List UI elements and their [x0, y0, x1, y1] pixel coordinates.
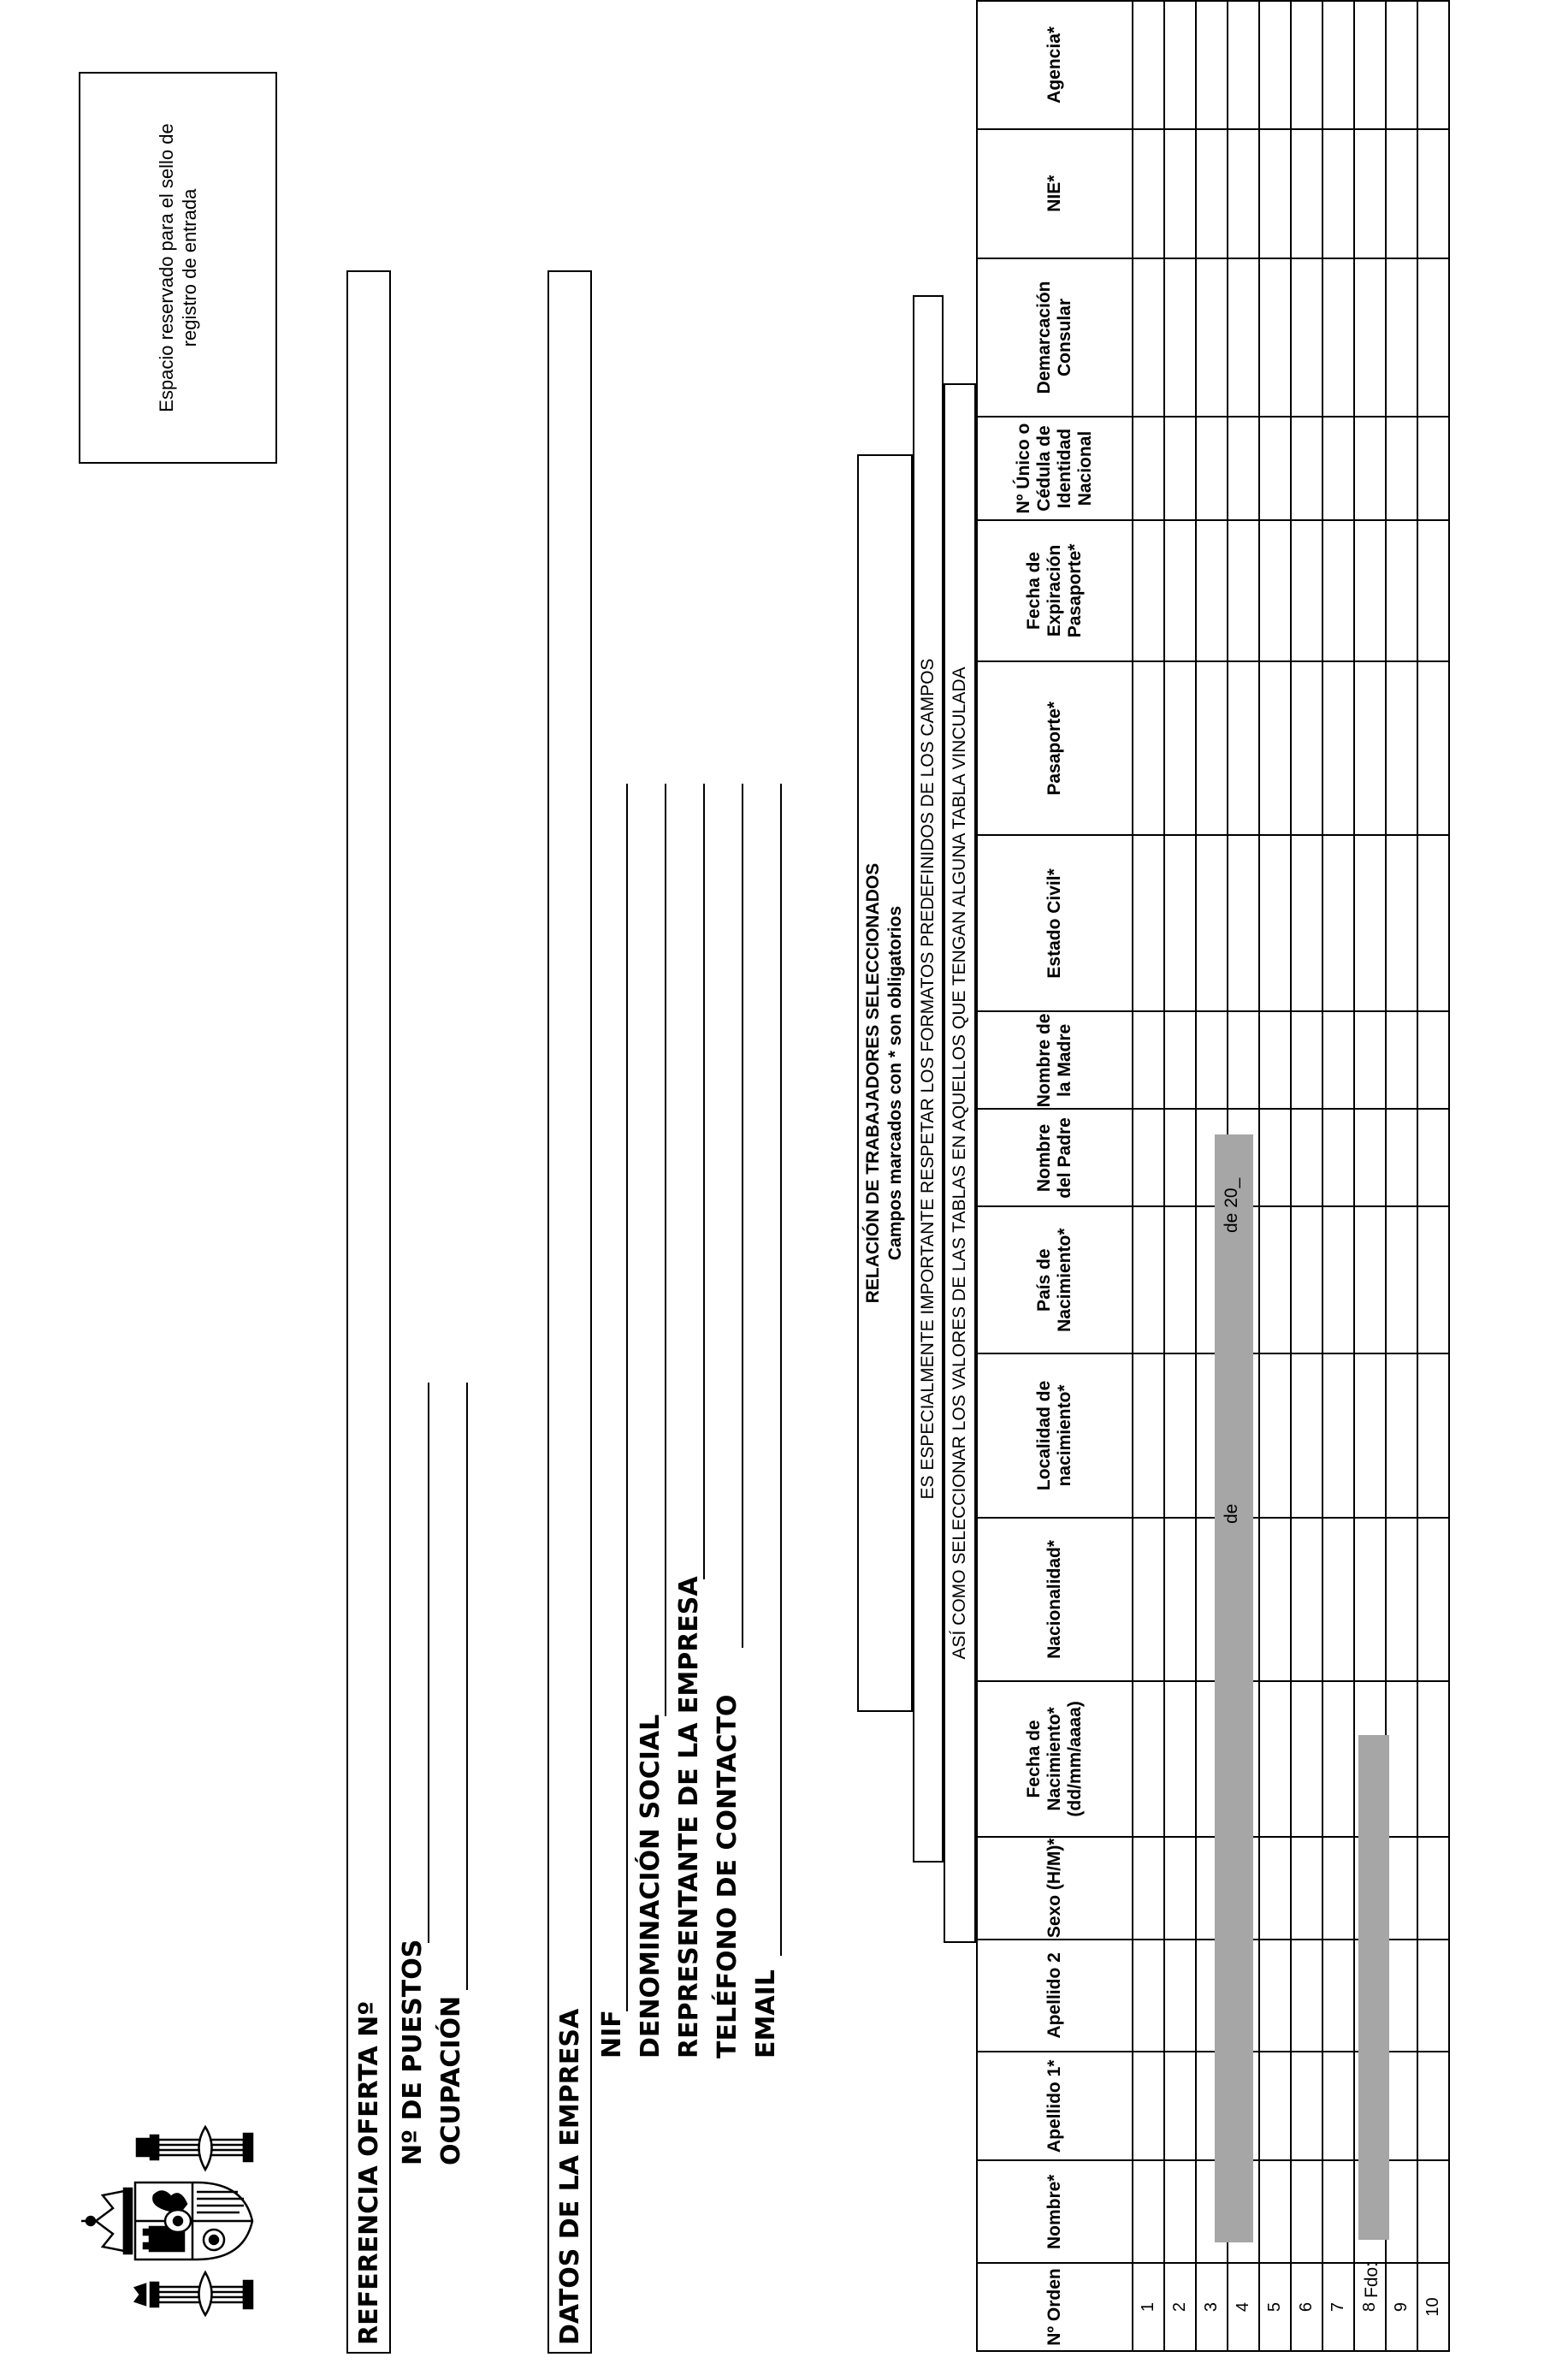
table-cell[interactable]	[1386, 258, 1417, 418]
table-cell[interactable]	[1291, 1011, 1322, 1109]
table-cell[interactable]	[1133, 1207, 1164, 1353]
table-cell[interactable]	[1164, 1109, 1196, 1206]
email-label: EMAIL	[751, 1969, 781, 2058]
occupation-label: OCUPACIÓN	[436, 1995, 466, 2165]
stamp-text: Espacio reservado para el sello de registro de entrada	[155, 123, 200, 412]
workers-relation-title-box	[857, 454, 913, 1712]
table-cell[interactable]	[1196, 1, 1228, 129]
table-cell[interactable]	[1386, 417, 1417, 519]
table-cell[interactable]	[1354, 1353, 1386, 1518]
table-cell[interactable]	[1133, 1837, 1164, 1940]
table-cell[interactable]	[1417, 1837, 1449, 1940]
table-cell[interactable]	[1259, 2052, 1291, 2160]
table-cell[interactable]	[1133, 2160, 1164, 2263]
column-header: Fecha de Expiración Pasaporte*	[977, 520, 1133, 661]
table-cell[interactable]	[1386, 1518, 1417, 1681]
table-cell[interactable]	[1386, 1353, 1417, 1518]
table-cell[interactable]	[1133, 1353, 1164, 1518]
company-name-field[interactable]	[665, 784, 666, 1716]
table-cell[interactable]	[1228, 1, 1259, 129]
row-number: 9	[1386, 2263, 1417, 2351]
column-header: Localidad de nacimiento*	[977, 1353, 1133, 1518]
table-cell[interactable]	[1196, 661, 1228, 835]
coat-of-arms-logo	[77, 2093, 265, 2349]
row-number: 4	[1228, 2263, 1259, 2351]
table-cell[interactable]	[1386, 129, 1417, 258]
table-cell[interactable]	[1291, 1353, 1322, 1518]
table-cell[interactable]	[1354, 258, 1386, 418]
table-cell[interactable]	[1354, 417, 1386, 519]
column-header: Estado Civil*	[977, 836, 1133, 1012]
table-cell[interactable]	[1259, 2160, 1291, 2263]
row-number: 2	[1164, 2263, 1196, 2351]
table-cell[interactable]	[1133, 520, 1164, 661]
table-cell[interactable]	[1196, 836, 1228, 1012]
table-row	[1164, 1, 1196, 2351]
table-cell[interactable]	[1164, 1940, 1196, 2052]
occupation-field[interactable]	[466, 1383, 468, 1990]
table-cell[interactable]	[1322, 661, 1354, 835]
table-cell[interactable]	[1354, 1207, 1386, 1353]
table-cell[interactable]	[1417, 1, 1449, 129]
column-header: Apellido 1*	[977, 2052, 1133, 2160]
table-cell[interactable]	[1322, 1, 1354, 129]
table-cell[interactable]	[1322, 520, 1354, 661]
workers-relation-title: RELACIÓN DE TRABAJADORES SELECCIONADOS	[863, 862, 883, 1304]
table-values-notice: ASÍ COMO SELECCIONAR LOS VALORES DE LAS TABLAS EN AQUELLOS QUE TENGAN ALGUNA TABLA VINCULADA	[944, 383, 976, 1943]
row-number: 1	[1133, 2263, 1164, 2351]
row-number: 10	[1417, 2263, 1449, 2351]
row-number: 6	[1291, 2263, 1322, 2351]
format-notice: ES ESPECIALMENTE IMPORTANTE RESPETAR LOS FORMATOS PREDEFINIDOS DE LOS CAMPOS	[913, 295, 944, 1863]
company-data-box	[547, 270, 592, 2354]
column-header: Sexo (H/M)*	[977, 1837, 1133, 1940]
representative-field[interactable]	[703, 784, 705, 1579]
row-number: 3	[1196, 2263, 1228, 2351]
table-cell[interactable]	[1259, 1207, 1291, 1353]
table-cell[interactable]	[1322, 836, 1354, 1012]
table-cell[interactable]	[1133, 1681, 1164, 1837]
column-header: Nombre de la Madre	[977, 1011, 1133, 1109]
representative-label: REPRESENTANTE DE LA EMPRESA	[674, 1576, 704, 2058]
date-field[interactable]	[1215, 1134, 1253, 2242]
table-cell[interactable]	[1386, 1940, 1417, 2052]
table-cell[interactable]	[1291, 1207, 1322, 1353]
table-cell[interactable]	[1133, 836, 1164, 1012]
table-cell[interactable]	[1259, 1, 1291, 129]
table-cell[interactable]	[1322, 1353, 1354, 1518]
table-cell[interactable]	[1228, 661, 1259, 835]
table-cell[interactable]	[1259, 417, 1291, 519]
table-cell[interactable]	[1133, 1011, 1164, 1109]
table-cell[interactable]	[1133, 1, 1164, 129]
table-cell[interactable]	[1164, 1, 1196, 129]
table-cell[interactable]	[1164, 1207, 1196, 1353]
table-cell[interactable]	[1386, 1207, 1417, 1353]
table-cell[interactable]	[1322, 129, 1354, 258]
table-cell[interactable]	[1354, 661, 1386, 835]
table-cell[interactable]	[1164, 661, 1196, 835]
nif-field[interactable]	[626, 784, 628, 2011]
table-cell[interactable]	[1291, 1837, 1322, 1940]
table-cell[interactable]	[1259, 1353, 1291, 1518]
table-cell[interactable]	[1164, 2160, 1196, 2263]
signature-field[interactable]	[1358, 1735, 1389, 2240]
table-cell[interactable]	[1291, 2052, 1322, 2160]
table-cell[interactable]	[1291, 1109, 1322, 1206]
table-cell[interactable]	[1133, 1940, 1164, 2052]
row-number: 8	[1354, 2263, 1386, 2351]
column-header: NIE*	[977, 129, 1133, 258]
table-cell[interactable]	[1291, 1518, 1322, 1681]
table-cell[interactable]	[1133, 1109, 1164, 1206]
table-cell[interactable]	[1417, 258, 1449, 418]
table-cell[interactable]	[1291, 129, 1322, 258]
table-cell[interactable]	[1417, 1681, 1449, 1837]
table-cell[interactable]	[1322, 1518, 1354, 1681]
table-cell[interactable]	[1133, 2052, 1164, 2160]
column-header: Apellido 2	[977, 1940, 1133, 2052]
table-cell[interactable]	[1291, 836, 1322, 1012]
table-cell[interactable]	[1417, 2160, 1449, 2263]
table-cell[interactable]	[1354, 520, 1386, 661]
table-cell[interactable]	[1386, 836, 1417, 1012]
table-cell[interactable]	[1133, 258, 1164, 418]
email-field[interactable]	[780, 784, 782, 1956]
table-header-row	[977, 1, 1133, 2351]
table-cell[interactable]	[1259, 836, 1291, 1012]
stamp-box	[79, 72, 277, 464]
table-cell[interactable]	[1259, 1837, 1291, 1940]
table-cell[interactable]	[1417, 2052, 1449, 2160]
table-cell[interactable]	[1386, 1681, 1417, 1837]
column-header: Agencia*	[977, 1, 1133, 129]
table-cell[interactable]	[1196, 129, 1228, 258]
table-cell[interactable]	[1417, 836, 1449, 1012]
table-cell[interactable]	[1259, 1518, 1291, 1681]
positions-label: Nº DE PUESTOS	[398, 1939, 428, 2165]
table-cell[interactable]	[1228, 417, 1259, 519]
table-cell[interactable]	[1291, 520, 1322, 661]
table-cell[interactable]	[1259, 661, 1291, 835]
table-cell[interactable]	[1417, 661, 1449, 835]
table-cell[interactable]	[1291, 661, 1322, 835]
table-cell[interactable]	[1259, 1940, 1291, 2052]
table-cell[interactable]	[1354, 1011, 1386, 1109]
table-cell[interactable]	[1386, 1109, 1417, 1206]
table-cell[interactable]	[1133, 417, 1164, 519]
table-cell[interactable]	[1196, 1011, 1228, 1109]
table-cell[interactable]	[1164, 1518, 1196, 1681]
table-cell[interactable]	[1228, 129, 1259, 258]
table-cell[interactable]	[1196, 520, 1228, 661]
table-cell[interactable]	[1417, 1109, 1449, 1206]
column-header: Demarcación Consular	[977, 258, 1133, 418]
table-row	[1259, 1, 1291, 2351]
signature-label: Fdo:	[1362, 2261, 1382, 2298]
table-cell[interactable]	[1291, 1, 1322, 129]
table-cell[interactable]	[1354, 1, 1386, 129]
column-header: Pasaporte*	[977, 661, 1133, 835]
table-cell[interactable]	[1228, 258, 1259, 418]
column-header: Nº Orden	[977, 2263, 1133, 2351]
table-cell[interactable]	[1386, 661, 1417, 835]
table-cell[interactable]	[1417, 520, 1449, 661]
table-cell[interactable]	[1354, 1109, 1386, 1206]
column-header: Fecha de Nacimiento* (dd/mm/aaaa)	[977, 1681, 1133, 1837]
table-cell[interactable]	[1291, 2160, 1322, 2263]
table-cell[interactable]	[1164, 1011, 1196, 1109]
table-cell[interactable]	[1133, 129, 1164, 258]
table-cell[interactable]	[1322, 258, 1354, 418]
table-cell[interactable]	[1133, 1518, 1164, 1681]
offer-reference-field[interactable]	[346, 270, 391, 2354]
table-cell[interactable]	[1164, 2052, 1196, 2160]
column-header: País de Nacimiento*	[977, 1207, 1133, 1353]
table-cell[interactable]	[1417, 1207, 1449, 1353]
table-cell[interactable]	[1196, 417, 1228, 519]
table-cell[interactable]	[1417, 1518, 1449, 1681]
table-cell[interactable]	[1259, 1011, 1291, 1109]
table-cell[interactable]	[1386, 1837, 1417, 1940]
offer-reference-label: REFERENCIA OFERTA Nº	[354, 2000, 384, 2345]
table-cell[interactable]	[1228, 520, 1259, 661]
table-cell[interactable]	[1164, 129, 1196, 258]
table-cell[interactable]	[1291, 258, 1322, 418]
company-name-label: DENOMINACIÓN SOCIAL	[636, 1714, 666, 2058]
company-data-title: DATOS DE LA EMPRESA	[555, 2008, 585, 2345]
table-row	[1133, 1, 1164, 2351]
date-year-label: de 20_	[1222, 1177, 1241, 1233]
table-cell[interactable]	[1259, 520, 1291, 661]
table-cell[interactable]	[1322, 1011, 1354, 1109]
date-de-label: de	[1222, 1503, 1241, 1524]
row-number: 5	[1259, 2263, 1291, 2351]
table-cell[interactable]	[1259, 1109, 1291, 1206]
column-header: Nacionalidad*	[977, 1518, 1133, 1681]
table-cell[interactable]	[1417, 129, 1449, 258]
table-cell[interactable]	[1259, 129, 1291, 258]
phone-field[interactable]	[742, 784, 743, 1648]
table-cell[interactable]	[1322, 1681, 1354, 1837]
row-number: 7	[1322, 2263, 1354, 2351]
table-cell[interactable]	[1386, 1011, 1417, 1109]
nif-label: NIF	[597, 2010, 627, 2058]
table-cell[interactable]	[1164, 836, 1196, 1012]
table-cell[interactable]	[1291, 1681, 1322, 1837]
table-cell[interactable]	[1322, 2160, 1354, 2263]
table-cell[interactable]	[1259, 258, 1291, 418]
table-cell[interactable]	[1322, 2052, 1354, 2160]
table-cell[interactable]	[1133, 661, 1164, 835]
table-cell[interactable]	[1417, 1940, 1449, 2052]
table-cell[interactable]	[1164, 520, 1196, 661]
table-cell[interactable]	[1354, 129, 1386, 258]
column-header: Nombre del Padre	[977, 1109, 1133, 1206]
phone-label: TELÉFONO DE CONTACTO	[713, 1694, 743, 2058]
table-cell[interactable]	[1386, 1, 1417, 129]
positions-field[interactable]	[428, 1383, 429, 1943]
table-cell[interactable]	[1322, 417, 1354, 519]
table-cell[interactable]	[1164, 1681, 1196, 1837]
table-cell[interactable]	[1291, 417, 1322, 519]
column-header: Nº Único o Cédula de Identidad Nacional	[977, 417, 1133, 519]
table-cell[interactable]	[1354, 1518, 1386, 1681]
table-cell[interactable]	[1291, 1940, 1322, 2052]
table-row	[1291, 1, 1322, 2351]
table-cell[interactable]	[1228, 1011, 1259, 1109]
table-cell[interactable]	[1164, 1837, 1196, 1940]
table-cell[interactable]	[1259, 1681, 1291, 1837]
table-cell[interactable]	[1386, 2160, 1417, 2263]
table-cell[interactable]	[1322, 1837, 1354, 1940]
table-row	[1322, 1, 1354, 2351]
table-cell[interactable]	[1417, 417, 1449, 519]
table-cell[interactable]	[1196, 258, 1228, 418]
table-cell[interactable]	[1417, 1011, 1449, 1109]
table-row	[1417, 1, 1449, 2351]
column-header: Nombre*	[977, 2160, 1133, 2263]
table-cell[interactable]	[1386, 2052, 1417, 2160]
table-cell[interactable]	[1164, 258, 1196, 418]
table-row	[1386, 1, 1417, 2351]
table-cell[interactable]	[1228, 836, 1259, 1012]
table-cell[interactable]	[1322, 1940, 1354, 2052]
table-cell[interactable]	[1354, 836, 1386, 1012]
table-cell[interactable]	[1417, 1353, 1449, 1518]
table-cell[interactable]	[1164, 1353, 1196, 1518]
table-cell[interactable]	[1322, 1207, 1354, 1353]
table-cell[interactable]	[1164, 417, 1196, 519]
table-cell[interactable]	[1386, 520, 1417, 661]
workers-relation-subtitle: Campos marcados con * son obligatorios	[885, 905, 906, 1261]
table-cell[interactable]	[1322, 1109, 1354, 1206]
